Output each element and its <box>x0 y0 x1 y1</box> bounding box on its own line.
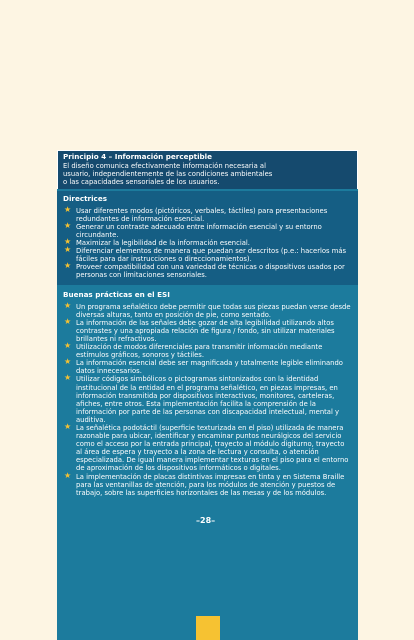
page-tab-marker <box>196 616 220 640</box>
list-item <box>63 316 352 343</box>
star-bullet-icon: ★ <box>64 422 72 431</box>
star-bullet-icon: ★ <box>64 316 72 326</box>
principle-line: usuario, independientemente de las condiciones ambientales <box>63 169 273 178</box>
list-item <box>63 220 352 239</box>
principle-box-inner <box>58 151 357 189</box>
list-item <box>63 236 352 247</box>
page-margin <box>0 0 57 640</box>
list-item <box>63 343 352 359</box>
list-item-text: Un programa señalético debe permitir que todas sus piezas puedan verse desde diversas alturas, tanto en posición de pie, como sentado. <box>76 302 351 319</box>
principle-line: El diseño comunica efectivamente información necesaria al <box>63 161 266 170</box>
principle-line: o las capacidades sensoriales de los usuarios. <box>63 177 220 186</box>
list-item-text: La información esencial debe ser magnificada y totalmente legible eliminando datos innecesarios. <box>76 359 343 376</box>
list-item <box>63 470 352 497</box>
list-item-text: La implementación de placas distintivas impresas en tinta y en Sistema Braille para las ventanillas de atención, para los módulos de atención y puestos de trabajo, sobre las superficies horizontales de las mesas y de los módulos. <box>76 472 345 497</box>
list-item <box>63 263 352 279</box>
practices-list <box>63 300 352 497</box>
star-bullet-icon: ★ <box>64 470 72 480</box>
list-item <box>63 247 352 263</box>
star-bullet-icon: ★ <box>64 245 72 255</box>
list-item <box>63 359 352 375</box>
practices-title: Buenas prácticas en el ESI <box>63 290 170 299</box>
star-bullet-icon: ★ <box>64 341 72 351</box>
principle-box <box>57 150 358 189</box>
list-item-text: La información de las señales debe gozar de alta legibilidad utilizando altos contrastes y una apropiada relación de figura / fondo, sin utilizar materiales brillantes ni refractivos. <box>76 318 335 343</box>
list-item-text: Utilizar códigos simbólicos o pictogramas sintonizados con la identidad institucional de la entidad en el programa señalético, en piezas impresas, en información transmitida por dispositivos interactivos, monitores, carteleras, afiches, entre otros. Esta implementación facilita la comprensión de la información por parte de las personas con discapacidad intelectual, mental y auditiva. <box>76 375 340 424</box>
star-bullet-icon: ★ <box>64 236 72 246</box>
list-item <box>63 204 352 223</box>
list-item <box>63 375 352 424</box>
list-item-text: Usar diferentes modos (pictóricos, verbales, táctiles) para presentaciones redundantes de información esencial. <box>76 206 328 223</box>
list-item-text: Generar un contraste adecuado entre información esencial y su entorno circundante. <box>76 222 322 239</box>
star-bullet-icon: ★ <box>64 373 72 383</box>
directives-list <box>63 204 352 280</box>
list-item-text: Proveer compatibilidad con una variedad de técnicas o dispositivos usados por personas con limitaciones sensoriales. <box>76 263 345 280</box>
list-item-text: Diferenciar elementos de manera que puedan ser descritos (p.e.: hacerlos más fáciles para dar instrucciones o direccionamientos). <box>76 247 347 264</box>
star-bullet-icon: ★ <box>64 300 72 310</box>
list-item <box>63 424 352 473</box>
practices-section <box>57 287 358 640</box>
star-bullet-icon: ★ <box>64 357 72 367</box>
list-item-text: Maximizar la legibilidad de la información esencial. <box>76 238 250 247</box>
list-item-text: La señalética podotáctil (superficie texturizada en el piso) utilizada de manera razonable para ubicar, identificar y encaminar puntos neurálgicos del servicio como el acceso por la entrada principal, trayecto al módulo digiturno, trayecto al área de espera y trayecto a la zona de lectura y consulta, o atención especializada. De igual manera implementar texturas en el piso para el entorno de aproximación de los dispositivos informáticos o digitales. <box>76 424 349 473</box>
principle-title: Principio 4 – Información perceptible <box>63 152 213 161</box>
content-card <box>57 150 358 640</box>
star-bullet-icon: ★ <box>64 261 72 271</box>
star-bullet-icon: ★ <box>64 204 72 214</box>
page-number: –28– <box>196 516 216 525</box>
star-bullet-icon: ★ <box>64 220 72 230</box>
directives-section <box>57 191 358 285</box>
list-item <box>63 300 352 319</box>
list-item-text: Utilización de modos diferenciales para transmitir información mediante estímulos gráficos, sonoros y táctiles. <box>76 343 323 360</box>
directives-title: Directrices <box>63 194 107 203</box>
